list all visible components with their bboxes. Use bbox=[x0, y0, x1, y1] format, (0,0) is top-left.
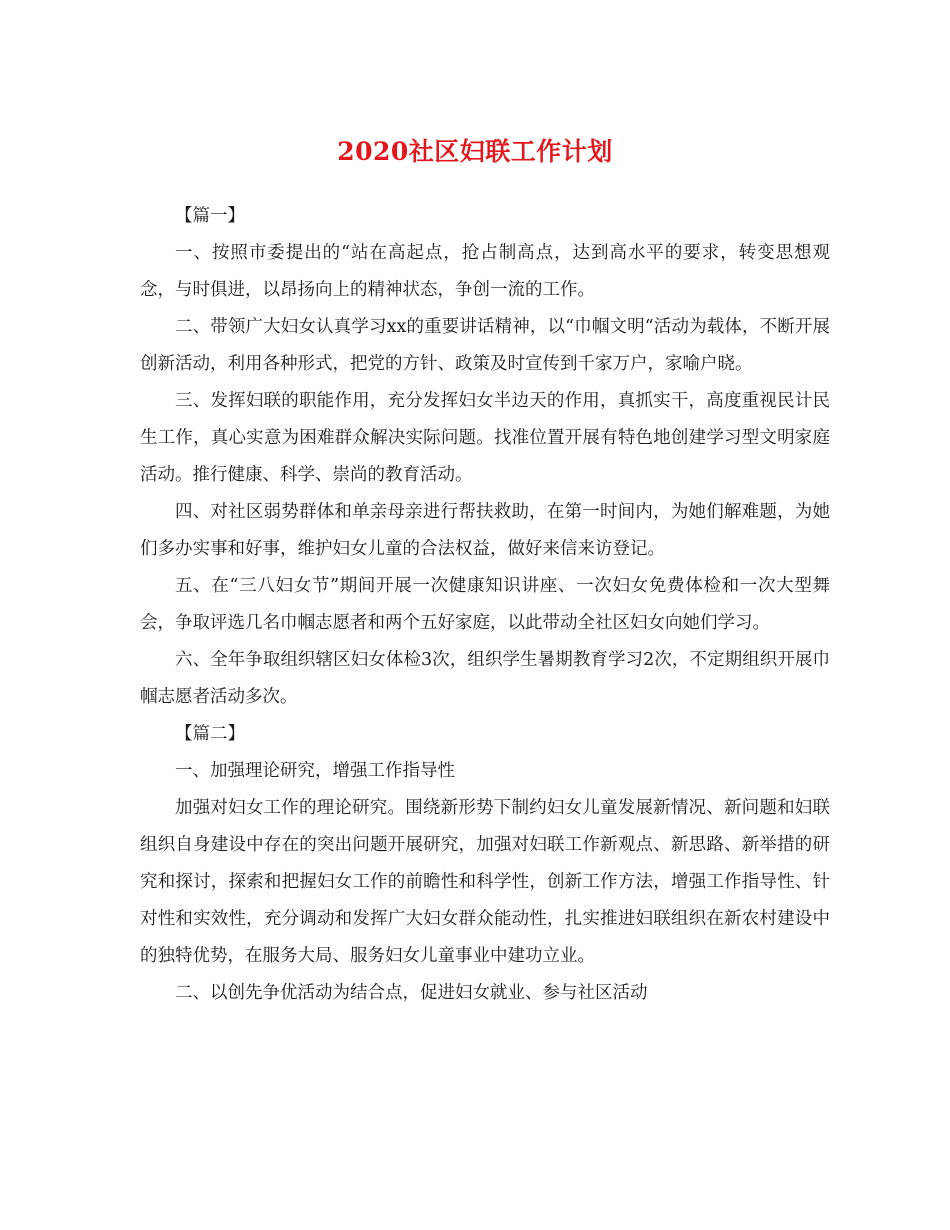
section-heading-2: 【篇二】 bbox=[175, 724, 245, 744]
page-title: 2020社区妇联工作计划 bbox=[337, 137, 613, 166]
paragraph: 一、加强理论研究，增强工作指导性 bbox=[175, 761, 455, 781]
paragraph: 三、发挥妇联的职能作用，充分发挥妇女半边天的作用，真抓实干，高度重视民计民生工作，真心实意为困难群众解决实际问题。找准位置开展有特色地创建学习型文明家庭活动。推行健康、科学、崇尚的教育活动。 bbox=[140, 391, 830, 485]
document-body bbox=[140, 198, 830, 1012]
paragraph: 五、在“三八妇女节”期间开展一次健康知识讲座、一次妇女免费体检和一次大型舞会，争取评选几名巾帼志愿者和两个五好家庭，以此带动全社区妇女向她们学习。 bbox=[140, 576, 830, 633]
paragraph: 一、按照市委提出的“站在高起点，抢占制高点，达到高水平的要求，转变思想观念，与时俱进，以昂扬向上的精神状态，争创一流的工作。 bbox=[140, 243, 830, 300]
paragraph: 二、以创先争优活动为结合点，促进妇女就业、参与社区活动 bbox=[175, 983, 648, 1003]
section-heading-1: 【篇一】 bbox=[175, 206, 245, 226]
paragraph: 二、带领广大妇女认真学习xx的重要讲话精神，以“巾帼文明“活动为载体，不断开展创新活动，利用各种形式，把党的方针、政策及时宣传到千家万户，家喻户晓。 bbox=[140, 317, 830, 374]
paragraph: 四、对社区弱势群体和单亲母亲进行帮扶救助，在第一时间内，为她们解难题，为她们多办实事和好事，维护妇女儿童的合法权益，做好来信来访登记。 bbox=[140, 502, 830, 559]
paragraph: 六、全年争取组织辖区妇女体检3次，组织学生暑期教育学习2次，不定期组织开展巾帼志愿者活动多次。 bbox=[140, 650, 830, 707]
paragraph: 加强对妇女工作的理论研究。围绕新形势下制约妇女儿童发展新情况、新问题和妇联组织自身建设中存在的突出问题开展研究，加强对妇联工作新观点、新思路、新举措的研究和探讨，探索和把握妇女工作的前瞻性和科学性，创新工作方法，增强工作指导性、针对性和实效性，充分调动和发挥广大妇女群众能动性，扎实推进妇联组织在新农村建设中的独特优势，在服务大局、服务妇女儿童事业中建功立业。 bbox=[140, 798, 830, 966]
